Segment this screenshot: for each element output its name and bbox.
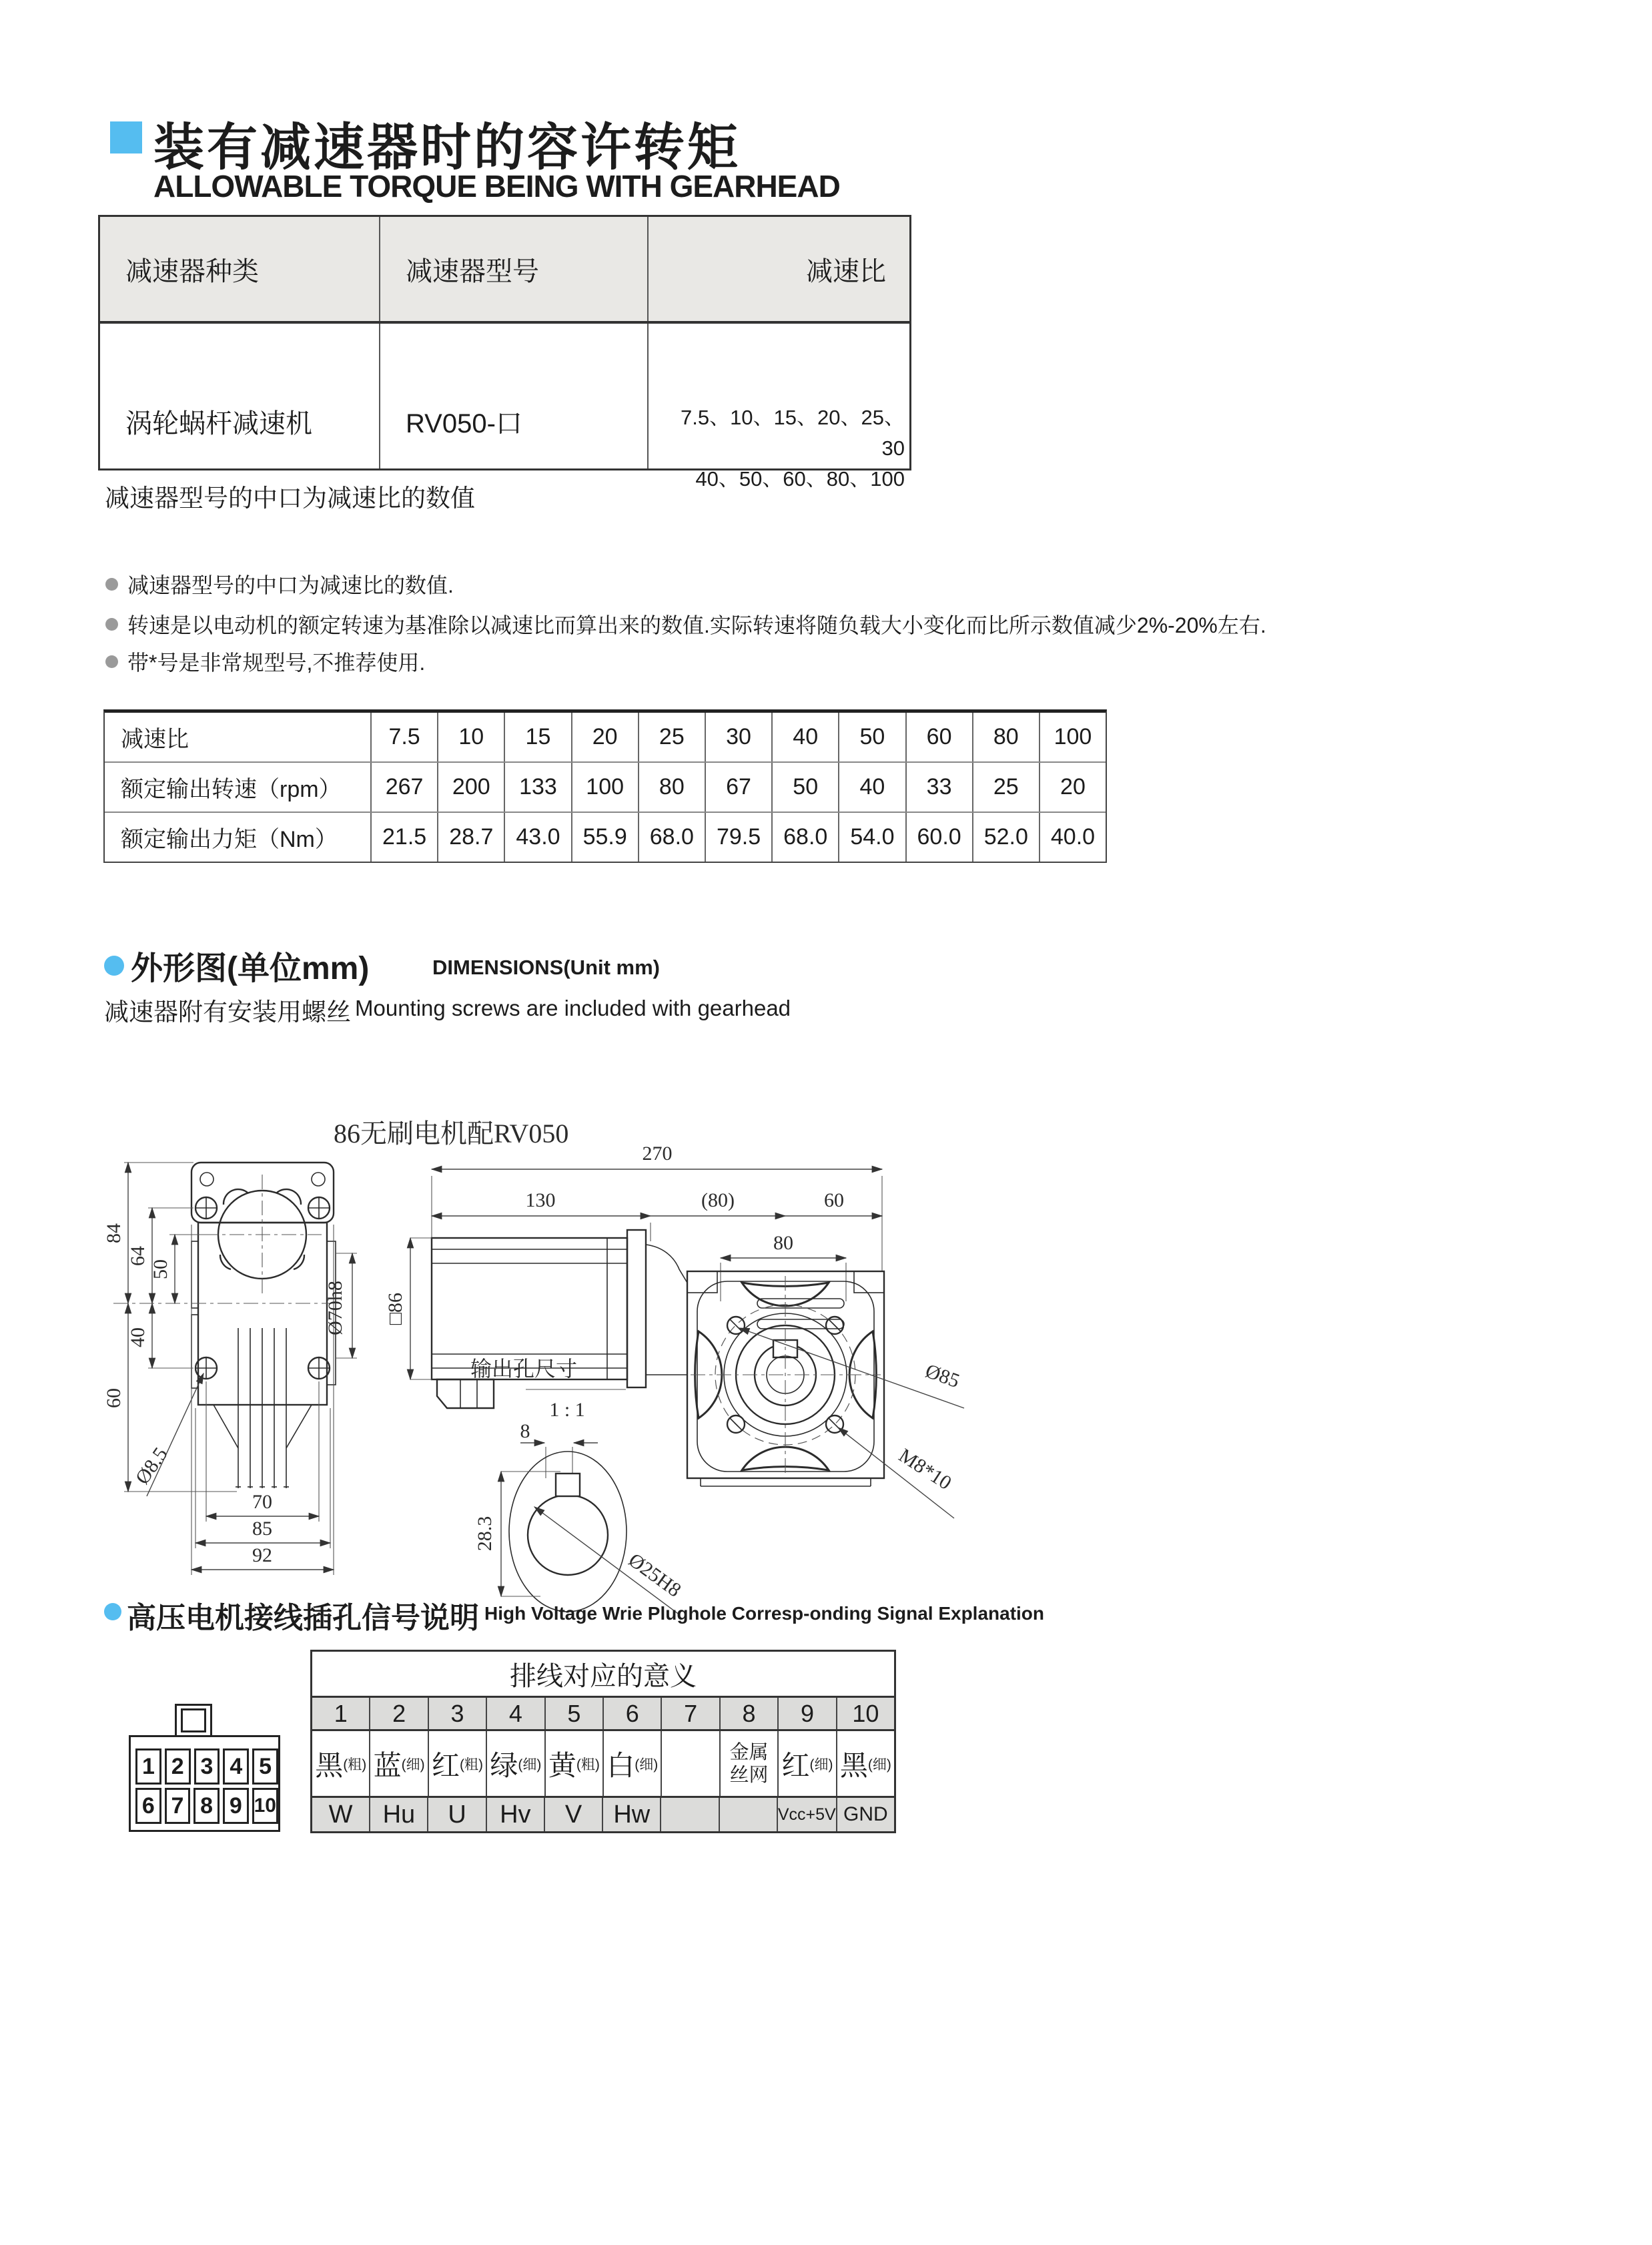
gearhead-model: RV050-口 [379, 324, 647, 468]
dimensions-heading-cn: 外形图(单位mm) [131, 951, 370, 986]
pin-number: 4 [486, 1698, 544, 1729]
pin-number: 10 [836, 1698, 894, 1729]
gearhead-table-header-ratio: 减速比 [647, 217, 905, 321]
wire-cell [602, 1731, 661, 1796]
signal-table-wire-row [312, 1731, 894, 1798]
ratio-table-row-ratio [105, 713, 1106, 761]
cell: 68.0 [771, 813, 838, 862]
cell: 80 [972, 713, 1039, 761]
dim-40: 40 [127, 1327, 149, 1347]
dimensions-subtitle-en: Mounting screws are included with gearhead [355, 996, 791, 1020]
cell: 7.5 [370, 713, 437, 761]
cell: 133 [504, 763, 570, 812]
cell: 28.7 [437, 813, 504, 862]
dim-square86: □86 [384, 1292, 406, 1325]
gearhead-table-header-model: 减速器型号 [379, 217, 647, 321]
dim-85: 85 [252, 1518, 272, 1540]
gearhead-table-header-kind: 减速器种类 [125, 256, 259, 286]
gearhead-front-view [103, 1163, 357, 1575]
title-accent-square [110, 121, 142, 153]
connector-pin: 5 [252, 1748, 278, 1785]
wire-color: 黑 [315, 1749, 344, 1781]
pin-number: 2 [369, 1698, 427, 1729]
wire-gauge: (细) [518, 1756, 542, 1773]
wire-cell [777, 1731, 835, 1796]
wire-gauge: (细) [401, 1756, 425, 1773]
cell: 20 [571, 713, 638, 761]
gearhead-ratios-line1: 7.5、10、15、20、25、30 [680, 406, 905, 460]
signal-name [660, 1798, 718, 1831]
cell: 20 [1039, 763, 1106, 812]
pin-number: 9 [777, 1698, 835, 1729]
dimensions-heading-en: DIMENSIONS(Unit mm) [432, 956, 660, 979]
wire-color: 黄 [548, 1749, 576, 1781]
motor-side-view [384, 1230, 687, 1408]
cell: 25 [638, 713, 705, 761]
cell: 54.0 [838, 813, 905, 862]
dim-60: 60 [824, 1189, 844, 1211]
signal-name: W [328, 1800, 353, 1829]
wire-color: 蓝 [373, 1749, 402, 1781]
signal-table-signal-row [312, 1798, 894, 1831]
section-bullet-icon [104, 1603, 121, 1620]
dim-70: 70 [252, 1491, 272, 1513]
page-subtitle: ALLOWABLE TORQUE BEING WITH GEARHEAD [153, 169, 840, 204]
dim-50: 50 [149, 1259, 171, 1279]
wire-cell [836, 1731, 894, 1796]
cell: 100 [1039, 713, 1106, 761]
gearhead-face-view [687, 1271, 964, 1518]
signal-name [719, 1798, 777, 1831]
connector-pin: 7 [165, 1788, 191, 1824]
cell: 80 [638, 763, 705, 812]
output-scale: 1 : 1 [549, 1399, 585, 1421]
cell: 43.0 [504, 813, 570, 862]
wire-gauge: (粗) [460, 1756, 484, 1773]
cell: 60 [905, 713, 972, 761]
wire-gauge: (粗) [576, 1756, 600, 1773]
row-label: 减速比 [121, 727, 189, 752]
gearhead-table [98, 215, 911, 491]
connector-pin: 9 [223, 1788, 249, 1824]
pin-number: 5 [544, 1698, 602, 1729]
cell: 40.0 [1039, 813, 1106, 862]
dim-270: 270 [642, 1143, 673, 1165]
dim-bore: Ø25H8 [624, 1548, 685, 1602]
connector-pin-row-2 [135, 1788, 278, 1824]
wire-color: 黑 [839, 1749, 868, 1781]
connector-pin: 4 [223, 1748, 249, 1785]
dim-key-width: 8 [520, 1420, 530, 1442]
top-dimensions [432, 1143, 882, 1301]
dim-hole: Ø8.5 [131, 1443, 172, 1489]
cell: 200 [437, 763, 504, 812]
cell: 40 [771, 713, 838, 761]
cell: 50 [838, 713, 905, 761]
dim-key-height: 28.3 [474, 1516, 496, 1552]
wire-gauge: (细) [635, 1756, 659, 1773]
gearhead-ratios-line2: 40、50、60、80、100 [695, 467, 905, 491]
cell: 267 [370, 763, 437, 812]
section-bullet-icon [104, 956, 124, 976]
cell: 68.0 [638, 813, 705, 862]
gearhead-table-header-row [100, 217, 909, 324]
note-text: 减速器型号的中口为减速比的数值. [127, 573, 454, 597]
page-title: 装有减速器时的容许转矩 [153, 119, 741, 176]
connector-pin-row-1 [135, 1748, 278, 1785]
ratio-table-row-speed [105, 761, 1106, 812]
pin-number: 6 [602, 1698, 661, 1729]
cell: 10 [437, 713, 504, 761]
wire-gauge: (细) [809, 1756, 833, 1773]
cell: 79.5 [705, 813, 771, 862]
signal-name: Hu [369, 1798, 427, 1831]
signal-name: U [427, 1798, 485, 1831]
wire-color: 金属丝网 [729, 1741, 769, 1786]
dimensions-subtitle-cn: 减速器附有安装用螺丝 [104, 998, 351, 1026]
pin-number: 8 [719, 1698, 777, 1729]
cell: 100 [571, 763, 638, 812]
drawing-title: 86无刷电机配RV050 [334, 1118, 569, 1149]
connector-pin: 2 [165, 1748, 191, 1785]
wire-color: 红 [781, 1749, 810, 1781]
wire-gauge: (细) [867, 1756, 891, 1773]
wire-color: 红 [432, 1749, 460, 1781]
wire-gauge: (粗) [343, 1756, 367, 1773]
cell: 55.9 [571, 813, 638, 862]
ratio-table-row-torque [105, 812, 1106, 862]
gearhead-kind: 涡轮蜗杆减速机 [125, 409, 312, 438]
connector-pin: 1 [135, 1748, 161, 1785]
signal-table-pin-row [312, 1698, 894, 1731]
note-text: 带*号是非常规型号,不推荐使用. [127, 651, 426, 675]
dim-60v: 60 [103, 1388, 125, 1408]
cell: 21.5 [370, 813, 437, 862]
dim-bolt-circle: Ø85 [922, 1359, 963, 1393]
cell: 60.0 [905, 813, 972, 862]
connector-tab-inner [181, 1708, 206, 1732]
note-item [105, 646, 425, 677]
ratio-table [103, 709, 1107, 863]
wire-color: 白 [606, 1749, 635, 1781]
dim-92: 92 [252, 1544, 272, 1566]
connector-diagram [129, 1735, 280, 1832]
signal-name: Vcc+5V [777, 1798, 836, 1831]
signal-name: GND [836, 1798, 894, 1831]
dim-64: 64 [127, 1246, 149, 1266]
dim-thread: M8*10 [895, 1444, 955, 1495]
signal-table-title: 排线对应的意义 [312, 1652, 894, 1698]
connector-pin: 10 [252, 1788, 278, 1824]
wire-cell [661, 1731, 719, 1796]
signal-table [310, 1650, 896, 1833]
dim-boss: Ø70h8 [324, 1281, 346, 1335]
connector-pin: 8 [193, 1788, 220, 1824]
wire-cell [428, 1731, 486, 1796]
pin-number: 7 [661, 1698, 719, 1729]
signal-heading-cn: 高压电机接线插孔信号说明 [127, 1602, 479, 1634]
dim-130: 130 [525, 1189, 556, 1211]
connector-pin: 6 [135, 1788, 161, 1824]
gearhead-table-caption: 减速器型号的中口为减速比的数值 [105, 485, 475, 512]
pin-number: 3 [428, 1698, 486, 1729]
note-item [105, 609, 1266, 639]
signal-name: V [544, 1798, 602, 1831]
dim-80: 80 [773, 1232, 793, 1254]
cell: 25 [972, 763, 1039, 812]
pin-number: 1 [334, 1699, 348, 1727]
connector-tab [175, 1704, 212, 1737]
wire-cell [719, 1731, 777, 1796]
signal-heading-en: High Voltage Wrie Plughole Corresp-onding Signal Explanation [484, 1603, 1045, 1624]
dim-80p: (80) [701, 1189, 735, 1211]
note-item [105, 569, 454, 599]
note-bullet-icon [105, 618, 118, 631]
note-bullet-icon [105, 655, 118, 668]
wire-cell [369, 1731, 427, 1796]
cell: 52.0 [972, 813, 1039, 862]
cell: 33 [905, 763, 972, 812]
signal-name: Hw [602, 1798, 660, 1831]
cell: 15 [504, 713, 570, 761]
connector-pin: 3 [194, 1748, 220, 1785]
dim-84: 84 [103, 1223, 125, 1243]
dimension-drawing [100, 1088, 994, 1648]
cell: 40 [838, 763, 905, 812]
wire-cell [486, 1731, 544, 1796]
gearhead-table-data-row [100, 324, 909, 491]
cell: 30 [705, 713, 771, 761]
gearhead-ratios [647, 324, 905, 491]
row-label: 额定输出力矩（Nm） [121, 827, 338, 852]
note-text: 转速是以电动机的额定转速为基准除以减速比而算出来的数值.实际转速将随负载大小变化而比所示数值减少2%-20%左右. [127, 613, 1266, 637]
wire-color: 绿 [490, 1749, 518, 1781]
row-label: 额定输出转速（rpm） [121, 777, 342, 802]
output-hole-title: 输出孔尺寸 [470, 1357, 578, 1381]
wire-cell [312, 1731, 369, 1796]
output-hole-detail [470, 1357, 685, 1615]
cell: 67 [705, 763, 771, 812]
wire-cell [544, 1731, 602, 1796]
signal-name: Hv [486, 1798, 544, 1831]
cell: 50 [771, 763, 838, 812]
note-bullet-icon [105, 578, 118, 591]
